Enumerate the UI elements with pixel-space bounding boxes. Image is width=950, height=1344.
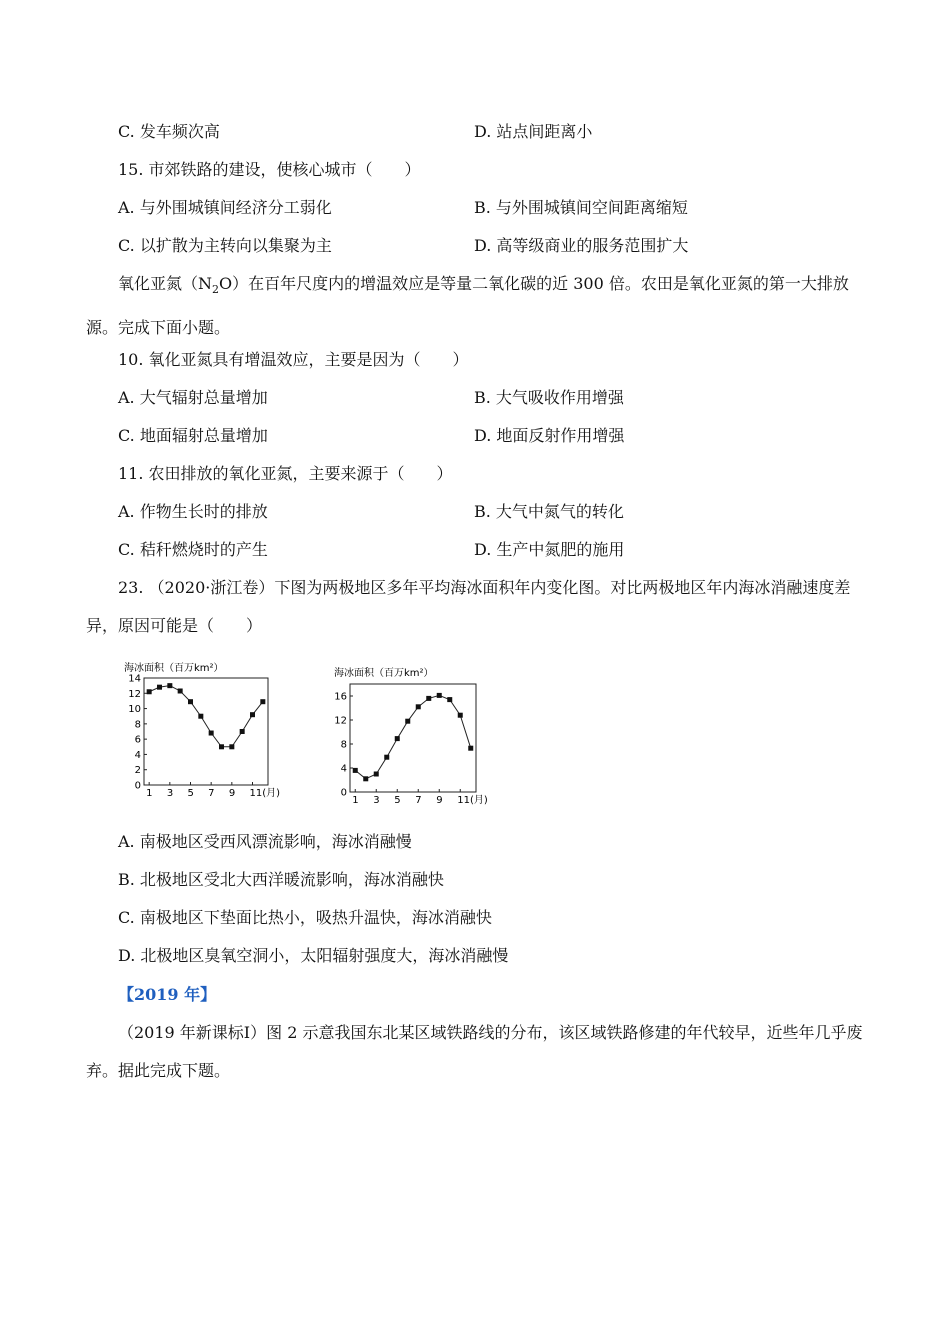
x-tick-label: 11(月)	[457, 795, 488, 806]
q14-option-c: C. 发车频次高	[118, 122, 220, 141]
y-tick-label: 0	[134, 780, 141, 792]
data-point	[229, 744, 234, 749]
data-point	[405, 719, 410, 724]
y-tick-label: 0	[340, 787, 347, 799]
y-tick-label: 12	[334, 715, 347, 727]
data-point	[188, 699, 193, 704]
q10-option-d: D. 地面反射作用增强	[474, 426, 625, 445]
q23-stem: 23. （2020·浙江卷）下图为两极地区多年平均海冰面积年内变化图。对比两极地区年内海冰消融速度差异，原因可能是（ ）	[86, 578, 851, 635]
y-tick-label: 12	[128, 688, 141, 700]
data-point	[178, 688, 183, 693]
series-line	[355, 695, 471, 778]
q15-option-c: C. 以扩散为主转向以集聚为主	[118, 236, 332, 255]
q11-option-a: A. 作物生长时的排放	[118, 502, 268, 521]
q10-option-b: B. 大气吸收作用增强	[474, 388, 624, 407]
data-point	[395, 736, 400, 741]
data-point	[260, 699, 265, 704]
x-tick-label: 5	[394, 795, 401, 806]
section-year-header: 【2019 年】	[118, 985, 217, 1004]
q11-option-d: D. 生产中氮肥的施用	[474, 540, 625, 559]
y-tick-label: 8	[340, 739, 347, 751]
data-point	[219, 744, 224, 749]
x-tick-label: 3	[166, 788, 174, 799]
chart-title: 海冰面积（百万km²）	[334, 668, 434, 679]
plot-frame	[350, 684, 476, 792]
q11-option-b: B. 大气中氮气的转化	[474, 502, 624, 521]
y-tick-label: 16	[334, 691, 347, 703]
y-tick-label: 10	[128, 704, 141, 716]
data-point	[147, 689, 152, 694]
data-point	[468, 746, 473, 751]
x-tick-label: 7	[415, 795, 422, 806]
y-tick-label: 2	[134, 765, 141, 777]
x-tick-label: 9	[228, 788, 236, 799]
data-point	[384, 755, 389, 760]
data-point	[167, 683, 172, 688]
chart-north-pole-svg	[330, 662, 500, 807]
intro-2019-paragraph: （2019 年新课标I）图 2 示意我国东北某区域铁路线的分布，该区域铁路修建的年代较早，近些年几乎废弃。据此完成下题。	[86, 1023, 863, 1080]
x-tick-label: 1	[352, 795, 359, 806]
q23-option-d: D. 北极地区臭氧空洞小，太阳辐射强度大，海冰消融慢	[118, 946, 509, 965]
y-tick-label: 4	[340, 763, 347, 775]
q11-option-c: C. 秸秆燃烧时的产生	[118, 540, 268, 559]
y-tick-label: 14	[128, 673, 141, 685]
x-tick-label: 3	[373, 795, 380, 806]
x-tick-label: 7	[208, 788, 215, 799]
x-tick-label: 11(月)	[249, 788, 281, 799]
y-tick-label: 6	[134, 734, 141, 746]
data-point	[157, 685, 162, 690]
q15-stem: 15. 市郊铁路的建设，使核心城市（ ）	[118, 160, 421, 179]
x-tick-label: 5	[187, 788, 194, 799]
q23-option-b: B. 北极地区受北大西洋暖流影响，海冰消融快	[118, 870, 444, 889]
x-tick-label: 9	[436, 795, 443, 806]
data-point	[240, 729, 245, 734]
n2o-intro-paragraph	[86, 265, 866, 347]
data-point	[447, 697, 452, 702]
chart-south-pole-svg	[116, 660, 286, 805]
data-point	[426, 696, 431, 701]
q15-option-a: A. 与外围城镇间经济分工弱化	[118, 198, 332, 217]
q10-stem: 10. 氧化亚氮具有增温效应，主要是因为（ ）	[118, 350, 469, 369]
q14-option-d: D. 站点间距离小	[474, 122, 593, 141]
data-point	[198, 714, 203, 719]
q23-option-c: C. 南极地区下垫面比热小，吸热升温快，海冰消融快	[118, 908, 492, 927]
y-tick-label: 8	[134, 719, 141, 731]
data-point	[250, 712, 255, 717]
y-tick-label: 4	[134, 749, 141, 761]
data-point	[458, 713, 463, 718]
q11-stem: 11. 农田排放的氧化亚氮，主要来源于（ ）	[118, 464, 453, 483]
q23-option-a: A. 南极地区受西风漂流影响，海冰消融慢	[118, 832, 412, 851]
n2o-intro-part1: 氧化亚氮（N	[118, 274, 213, 293]
data-point	[209, 731, 214, 736]
q10-option-a: A. 大气辐射总量增加	[118, 388, 268, 407]
data-point	[374, 772, 379, 777]
chart-north-pole	[330, 662, 500, 807]
data-point	[353, 768, 358, 773]
series-line	[149, 686, 263, 747]
x-tick-label: 1	[146, 788, 153, 799]
data-point	[416, 704, 421, 709]
data-point	[363, 776, 368, 781]
q10-option-c: C. 地面辐射总量增加	[118, 426, 268, 445]
q15-option-d: D. 高等级商业的服务范围扩大	[474, 236, 689, 255]
chart-title: 海冰面积（百万km²）	[124, 663, 224, 674]
data-point	[437, 693, 442, 698]
n2o-intro-part2: O）在百年尺度内的增温效应是等量二氧化碳的近 300 倍。农田是氧化亚氮的第一大排放源。完成下面小题。	[86, 274, 849, 338]
plot-frame	[144, 678, 268, 785]
q15-option-b: B. 与外围城镇间空间距离缩短	[474, 198, 688, 217]
n2o-subscript: 2	[212, 283, 220, 297]
chart-south-pole	[116, 660, 286, 805]
